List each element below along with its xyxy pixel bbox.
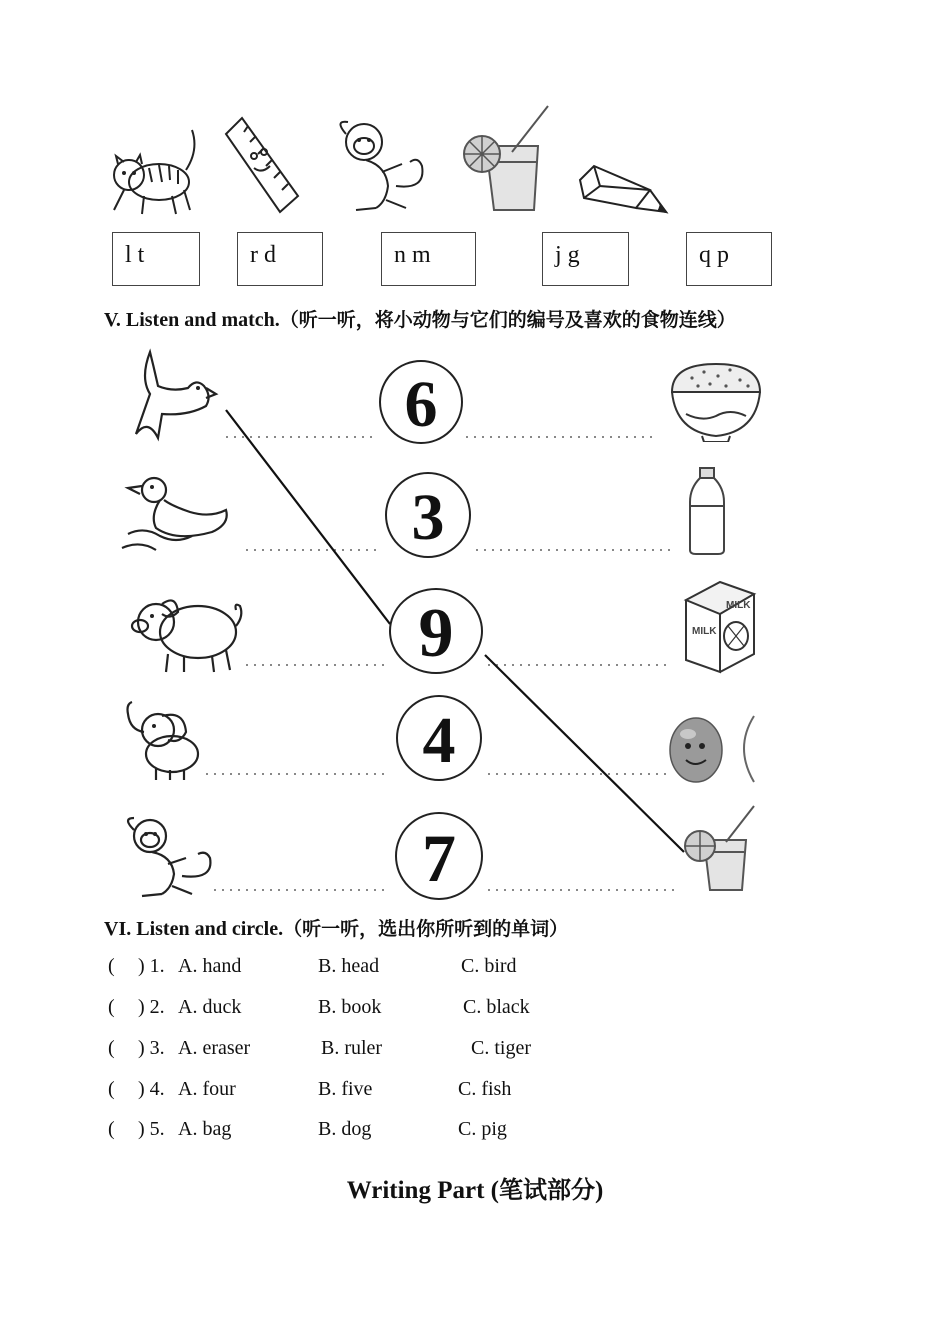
option-a[interactable]: A. four [178, 1078, 236, 1100]
answer-paren[interactable]: ( [108, 1118, 115, 1140]
question-row-1 [108, 955, 708, 985]
section-6-title [104, 914, 568, 941]
letter-box-4[interactable]: j g [542, 232, 629, 286]
question-number: ) 1. [138, 955, 165, 977]
match-line-9-to-juice [485, 655, 684, 852]
option-c[interactable]: C. bird [461, 955, 517, 977]
question-number: ) 3. [138, 1037, 165, 1059]
question-row-4 [108, 1078, 708, 1108]
answer-paren[interactable]: ( [108, 996, 115, 1018]
letter-box-5[interactable]: q p [686, 232, 772, 286]
answer-paren[interactable]: ( [108, 1037, 115, 1059]
answer-paren[interactable]: ( [108, 955, 115, 977]
question-row-3 [108, 1037, 708, 1067]
letter-box-2[interactable]: r d [237, 232, 323, 286]
option-b[interactable]: B. dog [318, 1118, 372, 1140]
question-row-5 [108, 1118, 708, 1148]
section-6-title-en: VI. Listen and circle. [104, 918, 284, 940]
number-6: 6 [404, 368, 438, 441]
match-line-bird-to-9 [226, 410, 390, 624]
number-9: 9 [418, 595, 454, 672]
answer-paren[interactable]: ( [108, 1078, 115, 1100]
option-b[interactable]: B. ruler [321, 1037, 383, 1059]
letter-box-1[interactable]: l t [112, 232, 200, 286]
section-5-title-cn: （听一听，将小动物与它们的编号及喜欢的食物连线） [279, 309, 736, 331]
question-row-2 [108, 996, 708, 1026]
question-number: ) 5. [138, 1118, 165, 1140]
number-3: 3 [411, 481, 445, 554]
writing-part-close: ) [594, 1177, 604, 1204]
option-a[interactable]: A. hand [178, 955, 242, 977]
option-b[interactable]: B. head [318, 955, 380, 977]
option-c[interactable]: C. black [463, 996, 530, 1018]
svg-text:MILK: MILK [726, 600, 751, 611]
option-c[interactable]: C. fish [458, 1078, 512, 1100]
option-a[interactable]: A. eraser [178, 1037, 251, 1059]
writing-part-heading [0, 1170, 950, 1205]
letter-box-3[interactable]: n m [381, 232, 476, 286]
option-a[interactable]: A. bag [178, 1118, 232, 1140]
option-b[interactable]: B. book [318, 996, 382, 1018]
writing-part-en: Writing Part ( [346, 1177, 499, 1204]
writing-part-cn: 笔试部分 [498, 1176, 595, 1204]
question-number: ) 2. [138, 996, 165, 1018]
number-7: 7 [422, 820, 456, 896]
question-number: ) 4. [138, 1078, 165, 1100]
option-b[interactable]: B. five [318, 1078, 373, 1100]
option-c[interactable]: C. tiger [471, 1037, 531, 1059]
option-c[interactable]: C. pig [458, 1118, 507, 1140]
section-5-title-en: V. Listen and match. [104, 309, 280, 331]
number-4: 4 [422, 704, 456, 777]
option-a[interactable]: A. duck [178, 996, 242, 1018]
svg-text:MILK: MILK [692, 626, 717, 637]
section-6-title-cn: （听一听，选出你所听到的单词） [283, 918, 569, 940]
